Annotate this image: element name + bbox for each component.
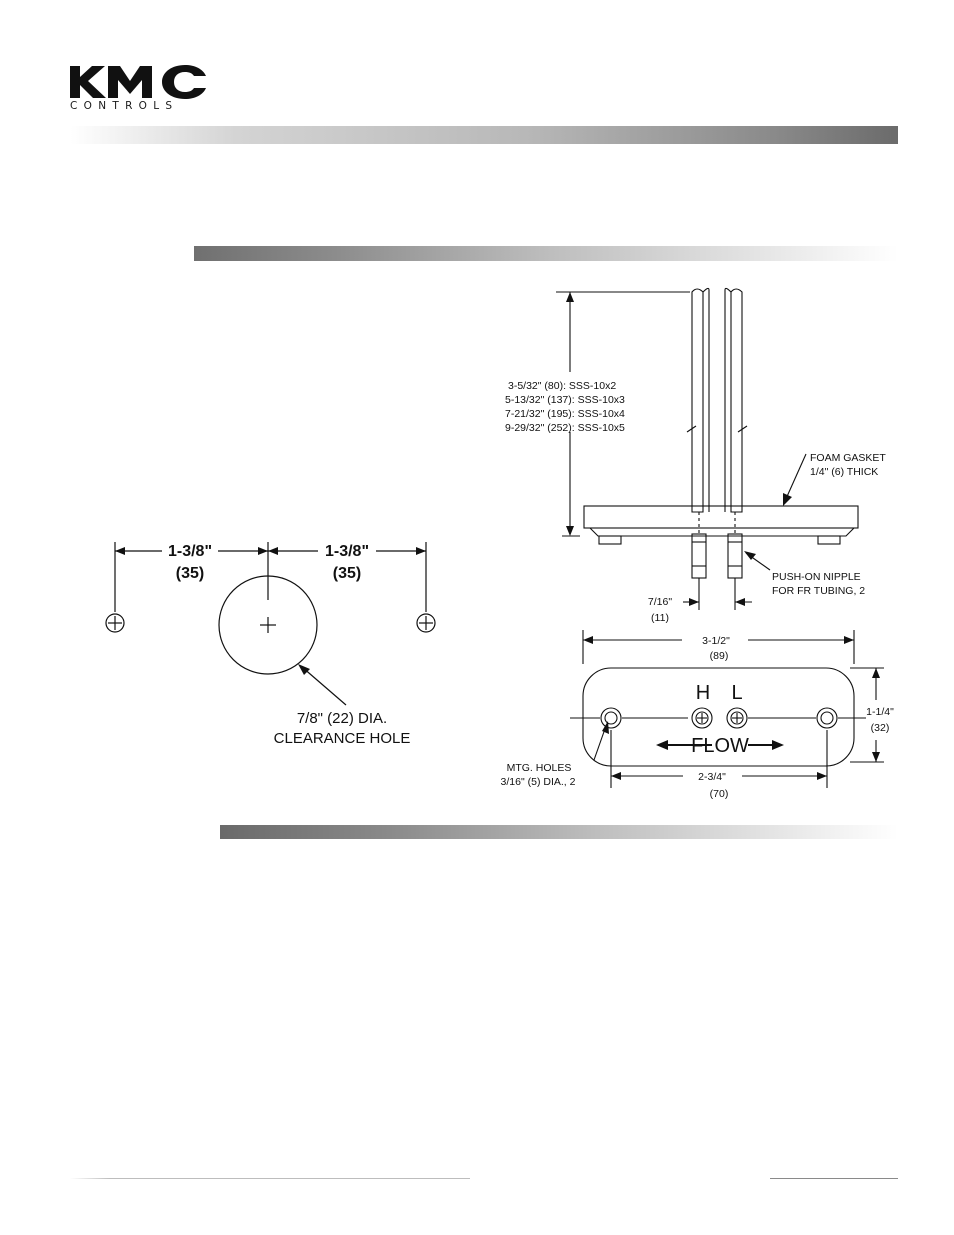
clearance-hole-label-1: 7/8" (22) DIA.: [296, 710, 388, 727]
section-gradient-bar: [194, 246, 898, 261]
hole-spacing-mm: (70): [709, 788, 729, 800]
length-sss-10x4: 7-21/32" (195): SSS-10x4: [505, 408, 625, 420]
mtg-holes-label-1: MTG. HOLES: [506, 762, 572, 774]
right-spacing-label: 1-3/8": [324, 543, 370, 560]
footer-rule-right: [770, 1178, 898, 1179]
push-on-nipple-right: [728, 534, 742, 578]
footer-rule-left: [70, 1178, 470, 1179]
width-label: 3-1/2": [702, 635, 730, 647]
sensor-top-view-drawing: [490, 628, 910, 803]
probe-tube-left: [692, 289, 703, 512]
height-mm: (32): [870, 722, 890, 734]
length-sss-10x3: 5-13/32" (137): SSS-10x3: [505, 394, 625, 406]
height-label: 1-1/4": [866, 706, 894, 718]
sensor-side-view-drawing: [500, 280, 920, 630]
push-on-nipple-label-1: PUSH-ON NIPPLE: [772, 571, 861, 583]
push-on-nipple-label-2: FOR FR TUBING, 2: [772, 585, 866, 597]
low-port-label: L: [731, 682, 743, 704]
left-spacing-label: 1-3/8": [167, 543, 213, 560]
length-sss-10x5: 9-29/32" (252): SSS-10x5: [505, 422, 625, 434]
mtg-holes-label-2: 3/16" (5) DIA., 2: [500, 776, 576, 788]
top-mounting-hole-right: [817, 708, 837, 728]
right-spacing-mm: (35): [332, 565, 362, 582]
nipple-spacing-label: 7/16": [647, 596, 673, 608]
logo-letter-c: [162, 65, 206, 99]
mounting-screw-right: [818, 536, 840, 544]
foam-gasket: [590, 528, 854, 536]
mounting-plate: [584, 506, 858, 528]
probe-tube-right: [731, 289, 742, 512]
mounting-template-drawing: [90, 530, 470, 760]
flow-direction-label: FLOW: [691, 735, 749, 757]
foam-gasket-label-1: FOAM GASKET: [810, 452, 886, 464]
length-sss-10x2: 3-5/32" (80): SSS-10x2: [508, 380, 617, 392]
hole-spacing-label: 2-3/4": [698, 771, 726, 783]
section-gradient-bar-lower: [220, 825, 898, 839]
left-spacing-mm: (35): [175, 565, 205, 582]
kmc-logo: [68, 64, 210, 100]
logo-letter-k: [70, 66, 106, 98]
header-gradient-bar: [70, 126, 898, 144]
mounting-screw-left: [599, 536, 621, 544]
high-port-label: H: [695, 682, 711, 704]
clearance-hole-label-2: CLEARANCE HOLE: [273, 730, 411, 747]
width-mm: (89): [709, 650, 729, 662]
top-mounting-hole-left: [601, 708, 621, 728]
logo-subtitle: CONTROLS: [70, 100, 179, 112]
nipple-spacing-mm: (11): [651, 612, 669, 624]
foam-gasket-label-2: 1/4" (6) THICK: [810, 466, 879, 478]
logo-letter-m: [108, 66, 152, 98]
push-on-nipple-left: [692, 534, 706, 578]
